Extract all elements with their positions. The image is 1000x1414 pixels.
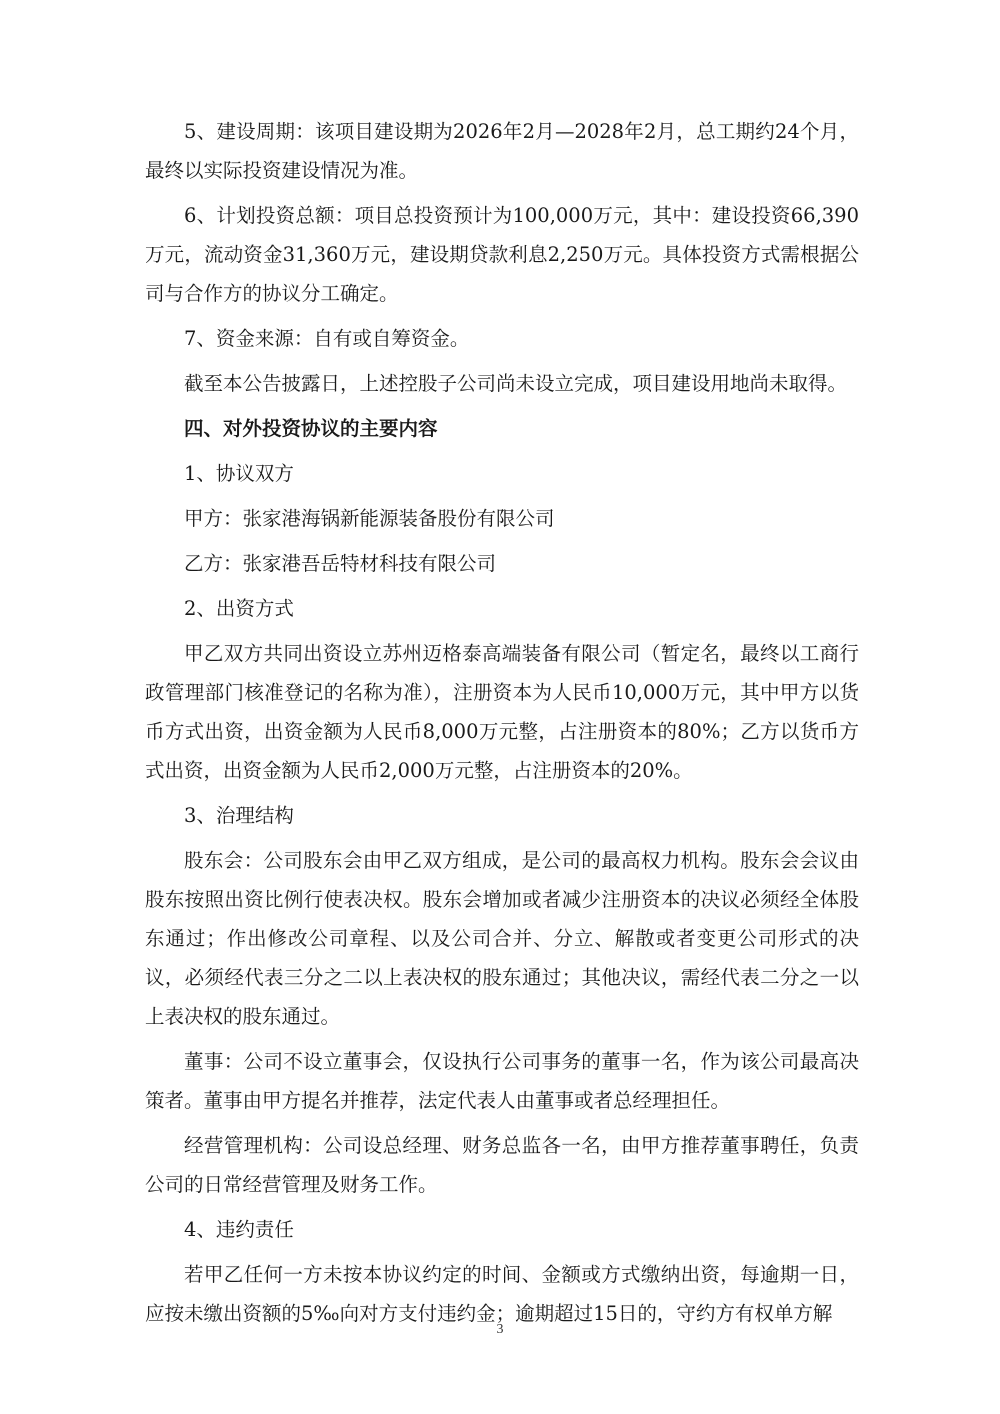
- subheading-liability: 4、违约责任: [184, 1218, 294, 1241]
- subheading-contribution: 2、出资方式: [184, 597, 294, 620]
- party-b: 乙方：张家港吾岳特材科技有限公司: [184, 552, 497, 575]
- paragraph-investment-total: 6、计划投资总额：项目总投资预计为100,000万元，其中：建设投资66,390万元，流动资金31,360万元，建设期贷款利息2,250万元。具体投资方式需根据公司与合作方的协议分工确定。: [145, 204, 859, 305]
- paragraph-director: 董事：公司不设立董事会，仅设执行公司事务的董事一名，作为该公司最高决策者。董事由甲方提名并推荐，法定代表人由董事或者总经理担任。: [145, 1050, 859, 1112]
- paragraph-management: 经营管理机构：公司设总经理、财务总监各一名，由甲方推荐董事聘任，负责公司的日常经营管理及财务工作。: [145, 1134, 859, 1196]
- paragraph-contribution: 甲乙双方共同出资设立苏州迈格泰高端装备有限公司（暂定名，最终以工商行政管理部门核准登记的名称为准），注册资本为人民币10,000万元，其中甲方以货币方式出资，出资金额为人民币8,000万元整，占注册资本的80%；乙方以货币方式出资，出资金额为人民币2,000万元整，占注册资本的20%。: [145, 642, 859, 782]
- paragraph-funding-source: 7、资金来源：自有或自筹资金。: [184, 327, 470, 350]
- subheading-parties: 1、协议双方: [184, 462, 294, 485]
- paragraph-shareholders-meeting: 股东会：公司股东会由甲乙双方组成，是公司的最高权力机构。股东会会议由股东按照出资比例行使表决权。股东会增加或者减少注册资本的决议必须经全体股东通过；作出修改公司章程、以及公司合并、分立、解散或者变更公司形式的决议，必须经代表三分之二以上表决权的股东通过；其他决议，需经代表二分之一以上表决权的股东通过。: [145, 849, 859, 1028]
- page-number: 3: [496, 1322, 504, 1337]
- party-a: 甲方：张家港海锅新能源装备股份有限公司: [184, 507, 555, 530]
- document-body: [145, 112, 859, 1339]
- paragraph-disclosure-status: 截至本公告披露日，上述控股子公司尚未设立完成，项目建设用地尚未取得。: [184, 372, 848, 395]
- subheading-governance: 3、治理结构: [184, 804, 294, 827]
- paragraph-liability: 若甲乙任何一方未按本协议约定的时间、金额或方式缴纳出资，每逾期一日，应按未缴出资额的5‰向对方支付违约金；逾期超过15日的，守约方有权单方解: [145, 1263, 859, 1325]
- section-heading-agreement: 四、对外投资协议的主要内容: [184, 417, 438, 440]
- paragraph-construction-period: 5、建设周期：该项目建设期为2026年2月—2028年2月，总工期约24个月，最终以实际投资建设情况为准。: [145, 120, 859, 182]
